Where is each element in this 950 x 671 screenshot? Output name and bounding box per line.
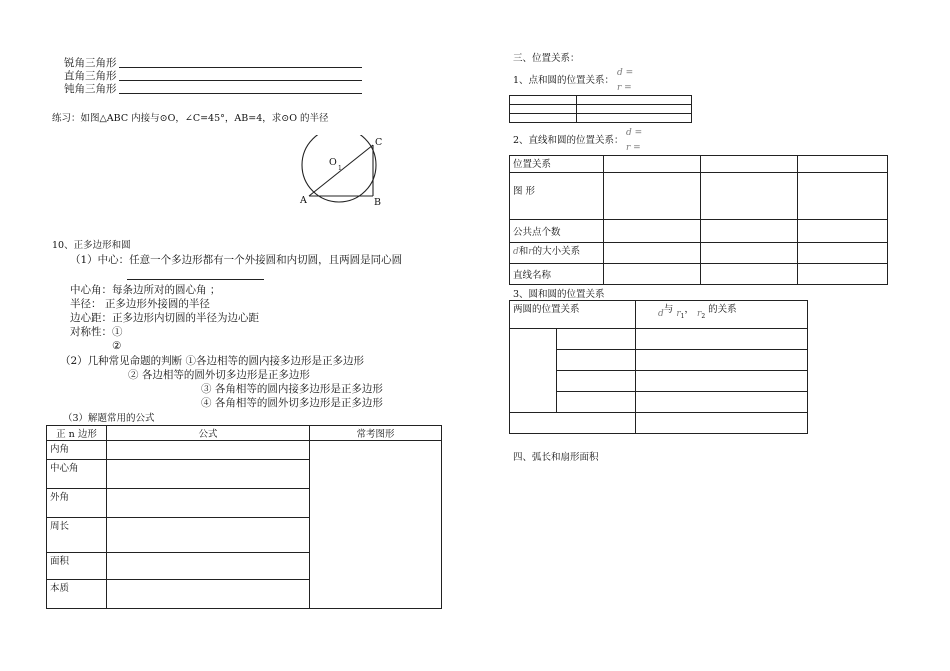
section-10-title: 10、正多边形和圆	[52, 240, 131, 251]
center-label-o: O	[329, 157, 337, 168]
row-label-figure: 图 形	[510, 173, 604, 220]
triangle-label-acute: 锐角三角形	[64, 57, 117, 69]
blank-line	[127, 279, 264, 280]
formula-table	[46, 425, 442, 609]
table-cell	[604, 173, 701, 220]
point-circle-table	[509, 95, 692, 123]
table-cell	[557, 392, 636, 413]
r1-symbol: r	[676, 309, 681, 319]
d-equals: d =	[617, 68, 634, 78]
table-cell	[798, 156, 888, 173]
circle-circle-table	[509, 300, 808, 434]
table-cell	[798, 243, 888, 264]
table-cell	[636, 329, 808, 350]
formula-cell	[107, 580, 310, 609]
row-label-essence: 本质	[47, 580, 107, 609]
table-cell	[510, 413, 636, 434]
table-cell	[510, 105, 577, 114]
row-label-perimeter: 周长	[47, 518, 107, 553]
size-relation-text: 大小关系	[542, 246, 581, 257]
figure-cell	[310, 441, 442, 609]
table-cell	[701, 243, 798, 264]
symmetry-line: 对称性：①	[70, 326, 123, 338]
line-circle-title: 2、直线和圆的位置关系：	[513, 135, 624, 146]
table-cell	[798, 173, 888, 220]
apothem-line: 边心距：正多边形内切圆的半径为边心距	[70, 312, 259, 324]
point-circle-title: 1、点和圆的位置关系：	[513, 75, 615, 86]
table-cell	[798, 220, 888, 243]
line-circle-table	[509, 155, 888, 285]
formula-cell	[107, 489, 310, 518]
table-cell	[510, 114, 577, 123]
table-cell	[636, 392, 808, 413]
header-relation	[636, 301, 808, 329]
radius-line: 半径： 正多边形外接圆的半径	[70, 298, 210, 310]
central-angle-line: 中心角：每条边所对的圆心角 ；	[70, 284, 221, 296]
row-label-common-points: 公共点个数	[510, 220, 604, 243]
judgement-4: ④ 各角相等的圆外切多边形是正多边形	[201, 397, 383, 409]
row-label-exterior-angle: 外角	[47, 489, 107, 518]
row-label-central-angle: 中心角	[47, 460, 107, 489]
de-text: 的	[532, 246, 543, 257]
table-cell	[604, 156, 701, 173]
table-cell	[577, 105, 692, 114]
table-cell	[557, 371, 636, 392]
table-cell	[701, 156, 798, 173]
and-text: 和	[518, 246, 529, 257]
table-cell	[604, 264, 701, 285]
row-label-line-name: 直线名称	[510, 264, 604, 285]
r2-subscript: 2	[701, 313, 706, 320]
symmetry-line-2: ②	[112, 340, 122, 352]
header-polygon: 正 n 边形	[47, 426, 107, 441]
judgement-2: ② 各边相等的圆外切多边形是正多边形	[128, 369, 310, 381]
row-label-area: 面积	[47, 553, 107, 580]
header-two-circles: 两圆的位置关系	[510, 301, 636, 329]
judgement-intro: （2）几种常见命题的判断 ①各边相等的圆内接多边形是正多边形	[60, 355, 365, 367]
blank-line	[119, 93, 362, 94]
judgement-3: ③ 各角相等的圆内接多边形是正多边形	[201, 383, 383, 395]
row-label-position: 位置关系	[510, 156, 604, 173]
table-cell	[701, 220, 798, 243]
d-symbol: d	[513, 247, 519, 257]
r-equals: r =	[617, 83, 632, 93]
d-symbol: d	[658, 309, 664, 319]
table-cell	[510, 329, 557, 413]
blank-line	[119, 80, 362, 81]
exercise-text: 练习：如图△ABC 内接与⊙O，∠C=45°，AB=4，求⊙O 的半径	[52, 113, 329, 124]
section-3-title: 三、位置关系：	[513, 53, 580, 64]
comma-text: ，	[684, 304, 694, 315]
table-cell	[701, 264, 798, 285]
formula-cell	[107, 441, 310, 460]
header-figure: 常考图形	[310, 426, 442, 441]
r1-subscript: 1	[680, 313, 685, 320]
table-cell	[557, 329, 636, 350]
formula-title: （3）解题常用的公式	[63, 413, 155, 424]
vertex-label-b: B	[374, 197, 381, 208]
center-subscript: 1	[338, 165, 342, 172]
table-cell	[557, 350, 636, 371]
header-formula: 公式	[107, 426, 310, 441]
table-cell	[510, 96, 577, 105]
d-equals: d =	[626, 128, 643, 138]
table-cell	[636, 350, 808, 371]
table-cell	[798, 264, 888, 285]
r2-symbol: r	[697, 309, 702, 319]
r-equals: r =	[626, 143, 641, 153]
table-cell	[636, 413, 808, 434]
triangle-label-obtuse: 钝角三角形	[64, 83, 117, 95]
table-cell	[604, 243, 701, 264]
r-symbol: r	[528, 247, 533, 257]
table-cell	[577, 114, 692, 123]
table-cell	[577, 96, 692, 105]
formula-cell	[107, 518, 310, 553]
vertex-label-a: A	[300, 195, 307, 206]
formula-cell	[107, 553, 310, 580]
vertex-label-c: C	[375, 137, 383, 148]
formula-cell	[107, 460, 310, 489]
table-cell	[604, 220, 701, 243]
section-4-title: 四、弧长和扇形面积	[513, 452, 599, 463]
triangle-label-right: 直角三角形	[64, 70, 117, 82]
table-cell	[636, 371, 808, 392]
blank-line	[119, 67, 362, 68]
row-label-interior-angle: 内角	[47, 441, 107, 460]
relation-text: 的关系	[708, 304, 737, 315]
circles-title: 3、圆和圆的位置关系	[513, 289, 605, 300]
center-line: （1）中心：任意一个多边形都有一个外接圆和内切圆，且两圆是同心圆	[70, 254, 403, 266]
yu-text: 与	[663, 304, 674, 315]
table-cell	[701, 173, 798, 220]
row-label-size-relation	[510, 243, 604, 264]
